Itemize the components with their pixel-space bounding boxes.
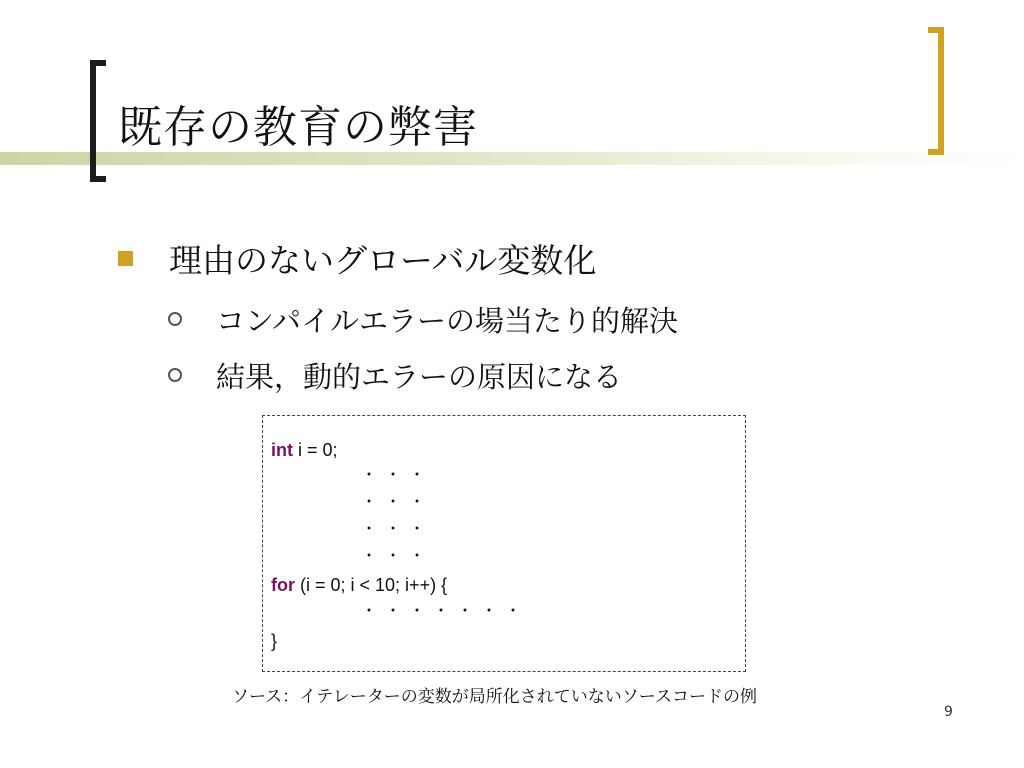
code-line: } — [271, 631, 278, 651]
code-line — [271, 571, 447, 599]
sub-bullet-item — [168, 352, 622, 398]
right-bracket — [928, 27, 944, 155]
slide-title: 既存の教育の弊害 — [118, 102, 478, 153]
sub-bullet-item — [168, 296, 678, 342]
page-number: 9 — [944, 704, 953, 720]
bullet-text: 理由のないグローバル変数化 — [169, 240, 597, 280]
code-keyword: for — [271, 575, 295, 595]
bullet-item — [118, 230, 596, 286]
sub-bullet-text: 結果，動的エラーの原因になる — [216, 359, 623, 394]
code-ellipsis: ・・・ — [361, 521, 434, 538]
circle-bullet-icon — [168, 312, 182, 326]
sub-bullet-text: コンパイルエラーの場当たり的解決 — [216, 303, 678, 338]
code-ellipsis: ・・・ — [361, 548, 434, 565]
code-ellipsis: ・・・・・・・ — [361, 603, 530, 620]
code-text: i = 0; — [293, 440, 338, 460]
code-ellipsis: ・・・ — [361, 494, 434, 511]
left-bracket — [90, 60, 106, 182]
code-ellipsis: ・・・ — [361, 467, 434, 484]
square-bullet-icon — [118, 251, 133, 266]
code-box — [262, 415, 746, 672]
code-text: (i = 0; i < 10; i++) { — [295, 575, 448, 595]
code-caption: ソース：イテレーターの変数が局所化されていないソースコードの例 — [232, 687, 757, 707]
code-line — [271, 436, 338, 464]
code-keyword: int — [271, 440, 293, 460]
circle-bullet-icon — [168, 368, 182, 382]
